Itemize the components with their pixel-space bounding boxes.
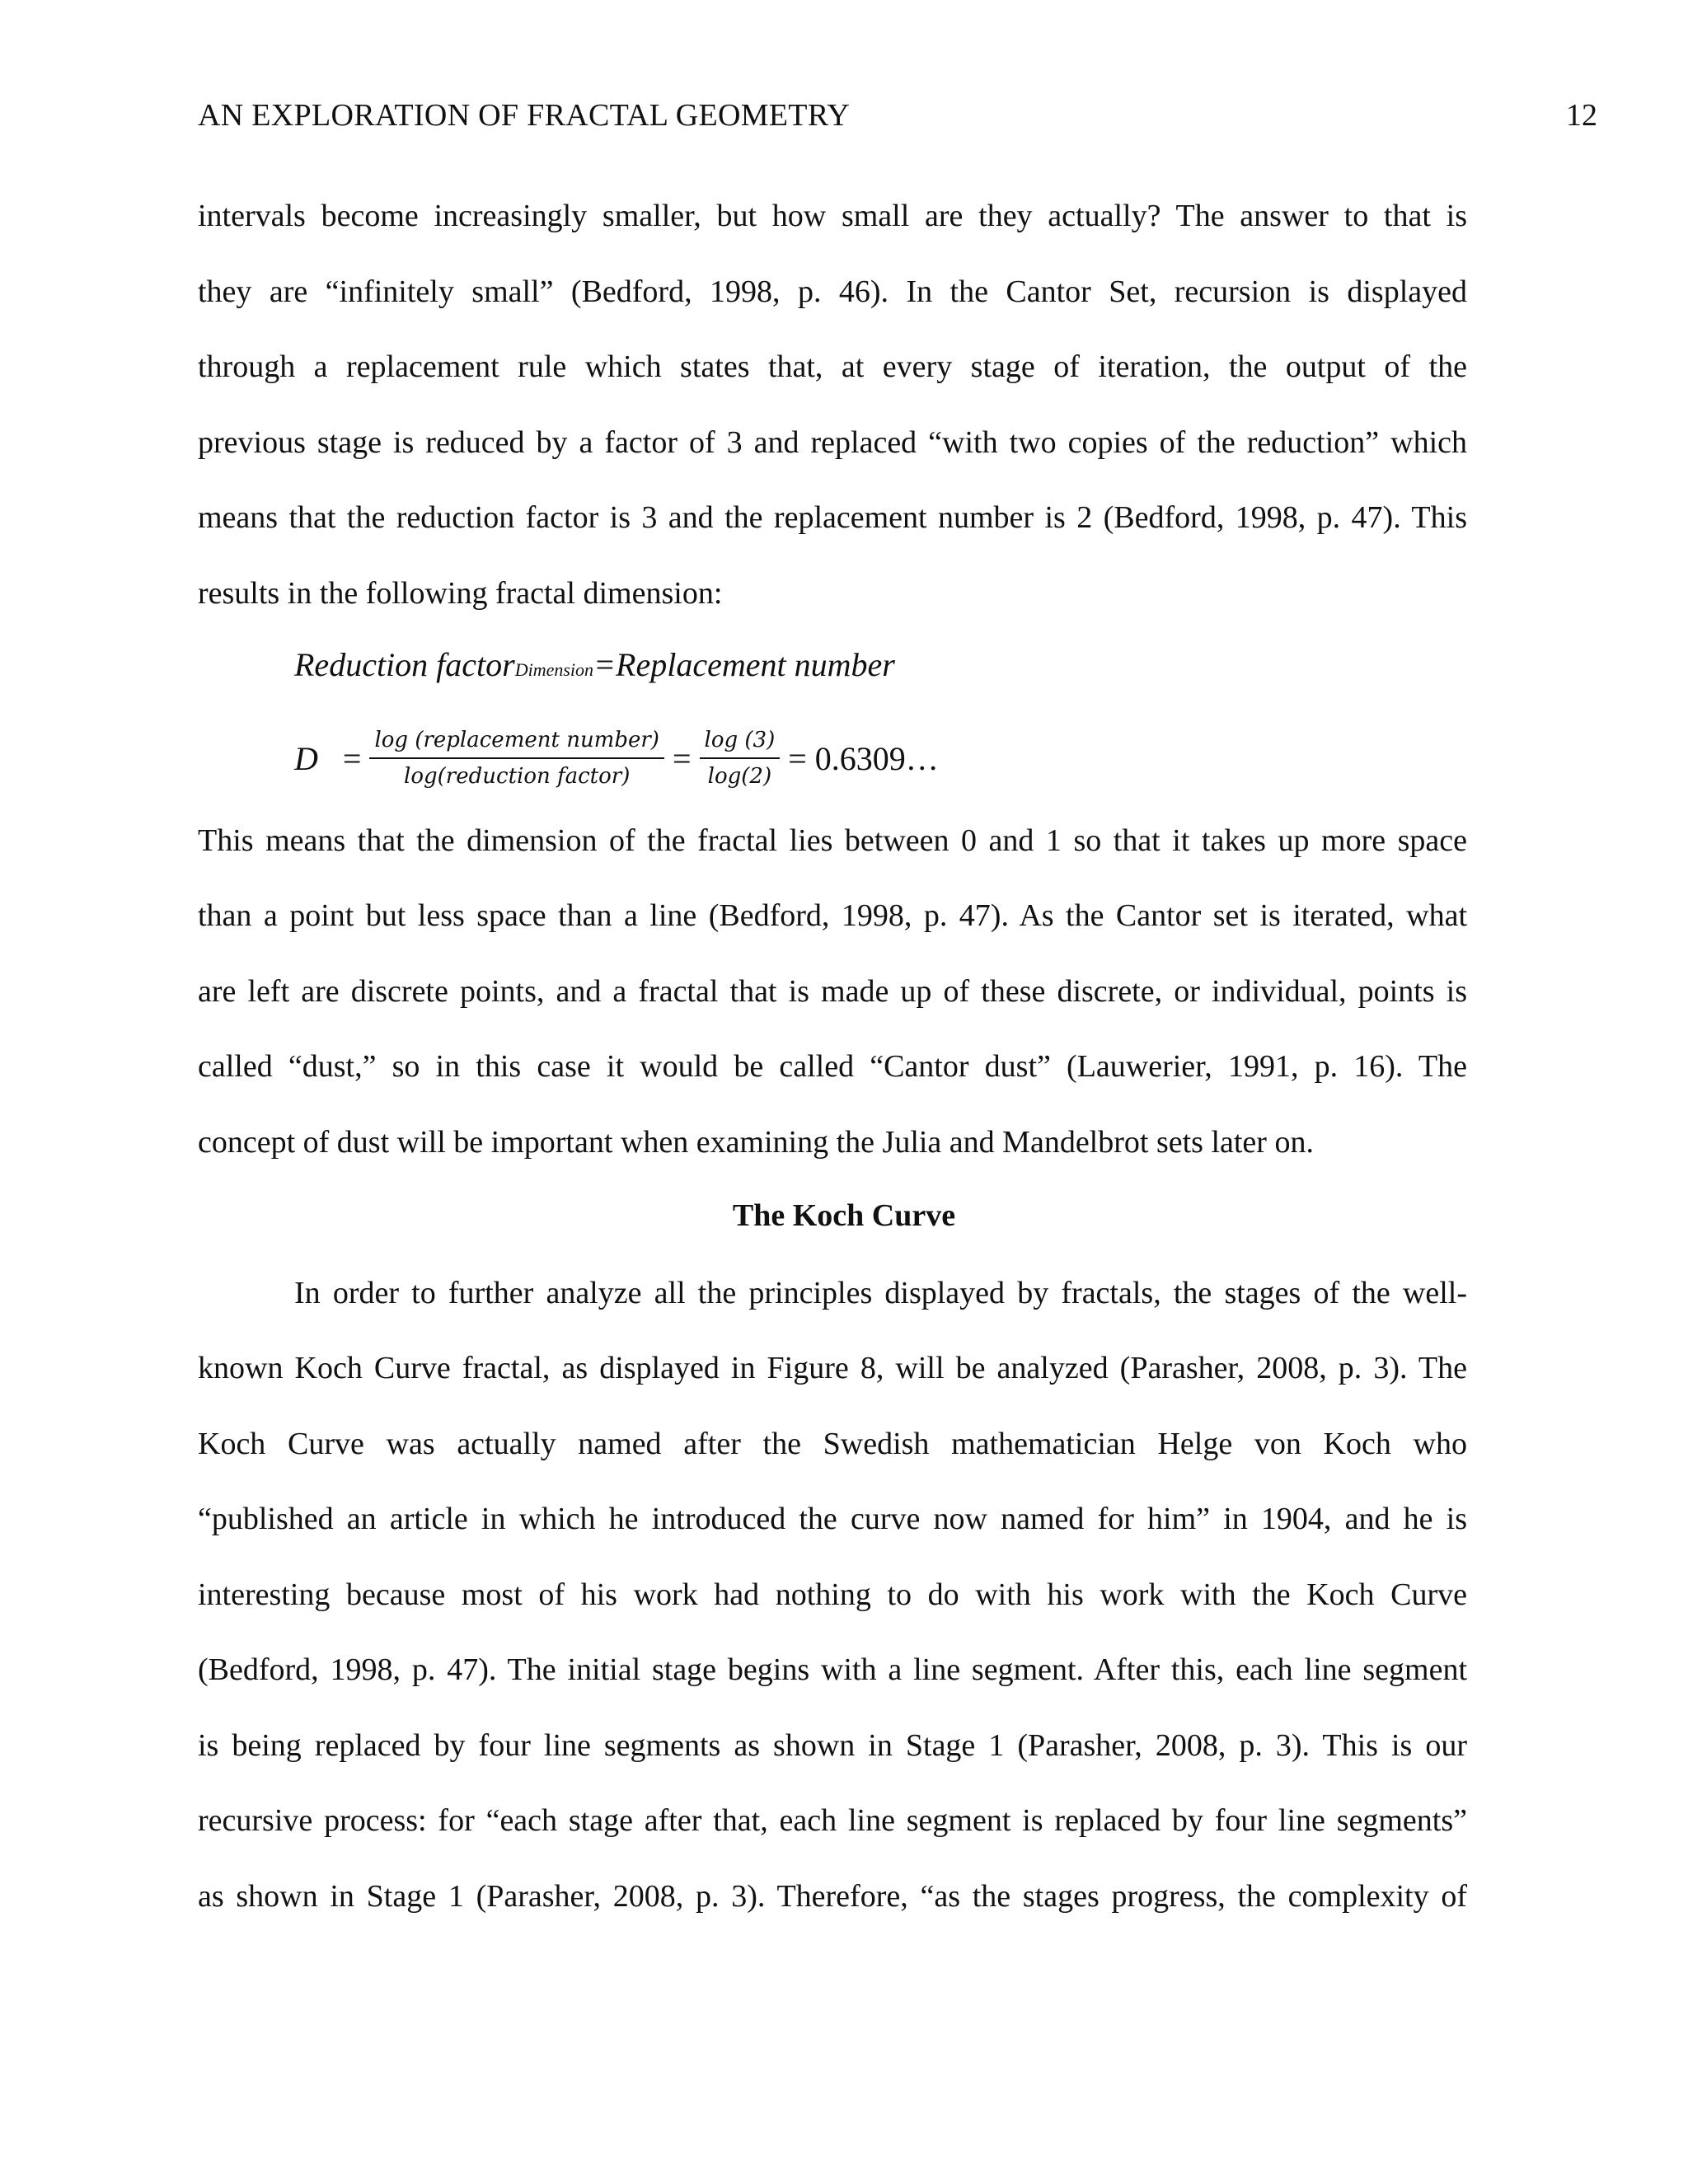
- equation-dimension-value: [294, 717, 939, 799]
- body-line: previous stage is reduced by a factor of 3 and replaced “with two copies of the reduction” which: [198, 425, 1467, 460]
- body-line: called “dust,” so in this case it would be called “Cantor dust” (Lauwerier, 1991, p. 16). The: [198, 1049, 1467, 1084]
- body-line: interesting because most of his work had nothing to do with his work with the Koch Curve: [198, 1577, 1467, 1612]
- equation-lhs: D: [294, 739, 318, 777]
- body-line: known Koch Curve fractal, as displayed in Figure 8, will be analyzed (Parasher, 2008, p. 3). The: [198, 1351, 1467, 1385]
- body-line: as shown in Stage 1 (Parasher, 2008, p. 3). Therefore, “as the stages progress, the complexity of: [198, 1879, 1467, 1914]
- equation-exponent: Dimension: [514, 659, 594, 680]
- equation-result: = 0.6309…: [788, 739, 939, 777]
- body-line: In order to further analyze all the principles displayed by fractals, the stages of the well-: [294, 1276, 1467, 1310]
- body-line: they are “infinitely small” (Bedford, 1998, p. 46). In the Cantor Set, recursion is displayed: [198, 274, 1467, 309]
- body-line: Koch Curve was actually named after the Swedish mathematician Helge von Koch who: [198, 1427, 1467, 1461]
- body-line: means that the reduction factor is 3 and the replacement number is 2 (Bedford, 1998, p. 47). This: [198, 500, 1467, 535]
- body-line: is being replaced by four line segments as shown in Stage 1 (Parasher, 2008, p. 3). This is our: [198, 1728, 1467, 1763]
- fraction-numeric: [700, 726, 781, 790]
- equation-rest: =Replacement number: [593, 646, 895, 683]
- body-line: through a replacement rule which states that, at every stage of iteration, the output of the: [198, 349, 1467, 384]
- section-heading: The Koch Curve: [732, 1198, 956, 1233]
- body-line: (Bedford, 1998, p. 47). The initial stage begins with a line segment. After this, each line segment: [198, 1652, 1467, 1687]
- page-number: 12: [1566, 98, 1597, 133]
- fraction-numerator: log (replacement number): [369, 726, 664, 759]
- equation-base: Reduction factor: [294, 646, 515, 683]
- body-line: recursive process: for “each stage after that, each line segment is replaced by four line segments”: [198, 1803, 1467, 1838]
- fraction-numerator: log (3): [700, 726, 781, 759]
- running-head: AN EXPLORATION OF FRACTAL GEOMETRY: [198, 98, 851, 133]
- body-line: “published an article in which he introduced the curve now named for him” in 1904, and he is: [198, 1502, 1467, 1536]
- body-line: concept of dust will be important when examining the Julia and Mandelbrot sets later on.: [198, 1125, 1314, 1160]
- equation-dimension-definition: [294, 645, 895, 684]
- body-line: are left are discrete points, and a fractal that is made up of these discrete, or individual, points is: [198, 974, 1467, 1009]
- fraction-denominator: log(2): [707, 764, 772, 789]
- body-line: This means that the dimension of the fractal lies between 0 and 1 so that it takes up more space: [198, 823, 1467, 858]
- equals-sign: =: [672, 739, 692, 777]
- fraction-log-ratio: [369, 726, 664, 790]
- body-line: intervals become increasingly smaller, but how small are they actually? The answer to that is: [198, 199, 1467, 233]
- equals-sign: =: [342, 739, 362, 777]
- fraction-denominator: log(reduction factor): [404, 764, 631, 789]
- body-line: results in the following fractal dimension:: [198, 576, 723, 611]
- body-line: than a point but less space than a line (Bedford, 1998, p. 47). As the Cantor set is iterated, what: [198, 898, 1467, 933]
